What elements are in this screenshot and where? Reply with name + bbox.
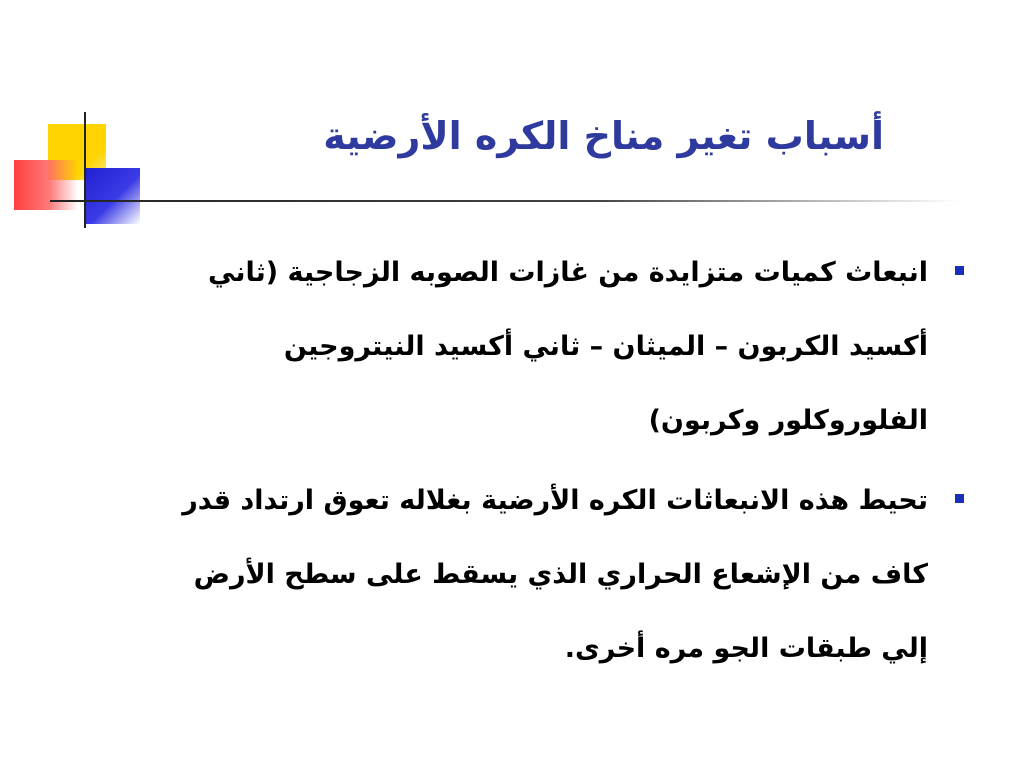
decorative-red-square <box>14 160 78 210</box>
bullet-text-line: تحيط هذه الانبعاثات الكره الأرضية بغلاله تعوق ارتداد قدر <box>182 485 928 516</box>
bullet-text-line: الفلوروكلور وكربون) <box>648 405 928 436</box>
square-bullet-icon <box>955 266 964 275</box>
bullet-item-emissions <box>74 236 964 458</box>
bullet-text-line: إلي طبقات الجو مره أخرى. <box>564 633 928 664</box>
bullet-text-line: كاف من الإشعاع الحراري الذي يسقط على سطح الأرض <box>193 559 928 590</box>
square-bullet-icon <box>955 494 964 503</box>
title-underline-divider <box>50 200 960 202</box>
decorative-blue-square <box>84 168 140 224</box>
decorative-vertical-line <box>84 112 86 228</box>
bullet-text-line: أكسيد الكربون – الميثان – ثاني أكسيد النيتروجين <box>283 331 928 362</box>
bullet-text-line: انبعاث كميات متزايدة من غازات الصوبه الزجاجية (ثاني <box>208 257 928 288</box>
slide-body <box>74 236 964 692</box>
slide-title: أسباب تغير مناخ الكره الأرضية <box>323 114 884 158</box>
bullet-item-heat-trapping <box>74 464 964 686</box>
